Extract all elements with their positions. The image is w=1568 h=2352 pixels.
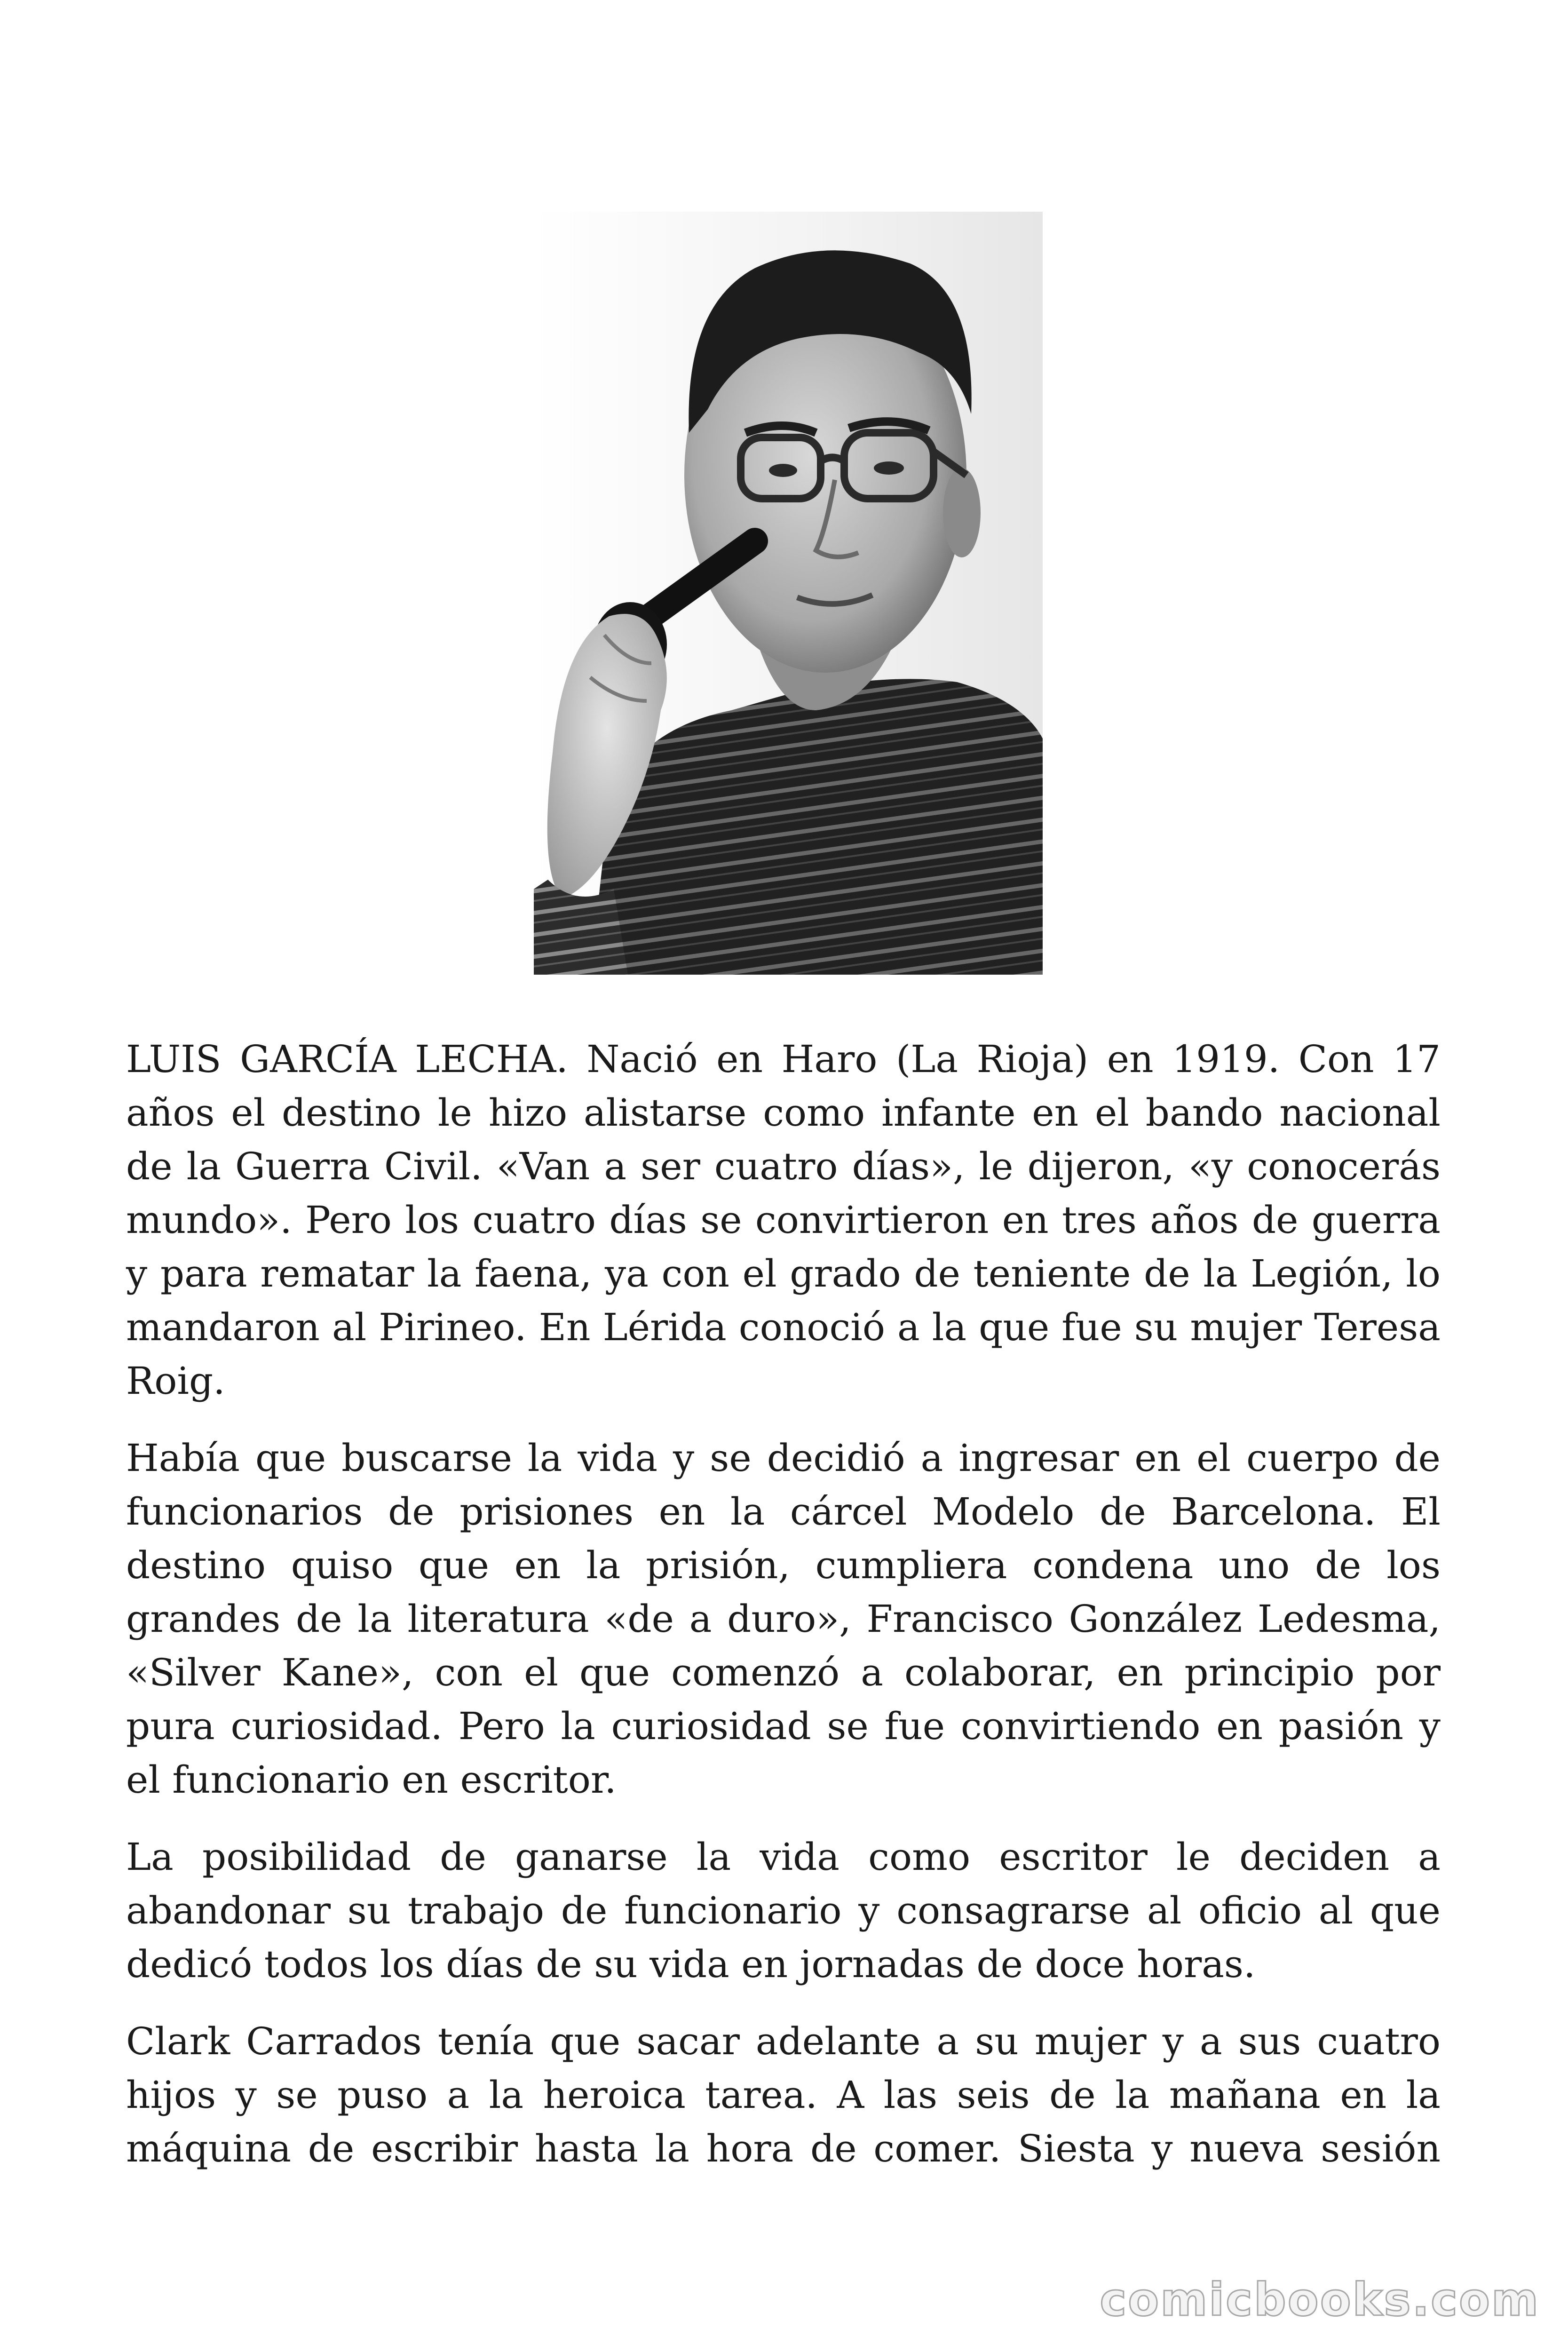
- paragraph-3: La posibilidad de ganarse la vida como escritor le deciden a abandonar su trabajo de funcionario y consagrarse al oficio al que dedicó todos los días de su vida en jornadas de doce horas.: [126, 1835, 1441, 1986]
- portrait-photo-icon: [534, 212, 1043, 975]
- biography-text: [126, 1033, 1441, 2199]
- paragraph-1: LUIS GARCÍA LECHA. Nació en Haro (La Rioja) en 1919. Con 17 años el destino le hizo alistarse como infante en el bando nacional de la Guerra Civil. «Van a ser cuatro días», le dijeron, «y conocerás mundo». Pero los cuatro días se convirtieron en tres años de guerra y para rematar la faena, ya con el grado de teniente de la Legión, lo mandaron al Pirineo. En Lérida conoció a la que fue su mujer Teresa Roig.: [126, 1037, 1441, 1403]
- watermark: comicbooks.com: [1100, 2273, 1540, 2326]
- paragraph-2: Había que buscarse la vida y se decidió a ingresar en el cuerpo de funcionarios de prisiones en la cárcel Modelo de Barcelona. El destino quiso que en la prisión, cumpliera condena uno de los grandes de la literatura «de a duro», Francisco González Ledesma, «Silver Kane», con el que comenzó a colaborar, en principio por pura curiosidad. Pero la curiosidad se fue convirtiendo en pasión y el funcionario en escritor.: [126, 1436, 1441, 1802]
- paragraph-4: Clark Carrados tenía que sacar adelante a su mujer y a sus cuatro hijos y se puso a la heroica tarea. A las seis de la mañana en la máquina de escribir hasta la hora de comer. Siesta y nueva sesión: [126, 2019, 1441, 2170]
- author-portrait-photo: [534, 212, 1043, 975]
